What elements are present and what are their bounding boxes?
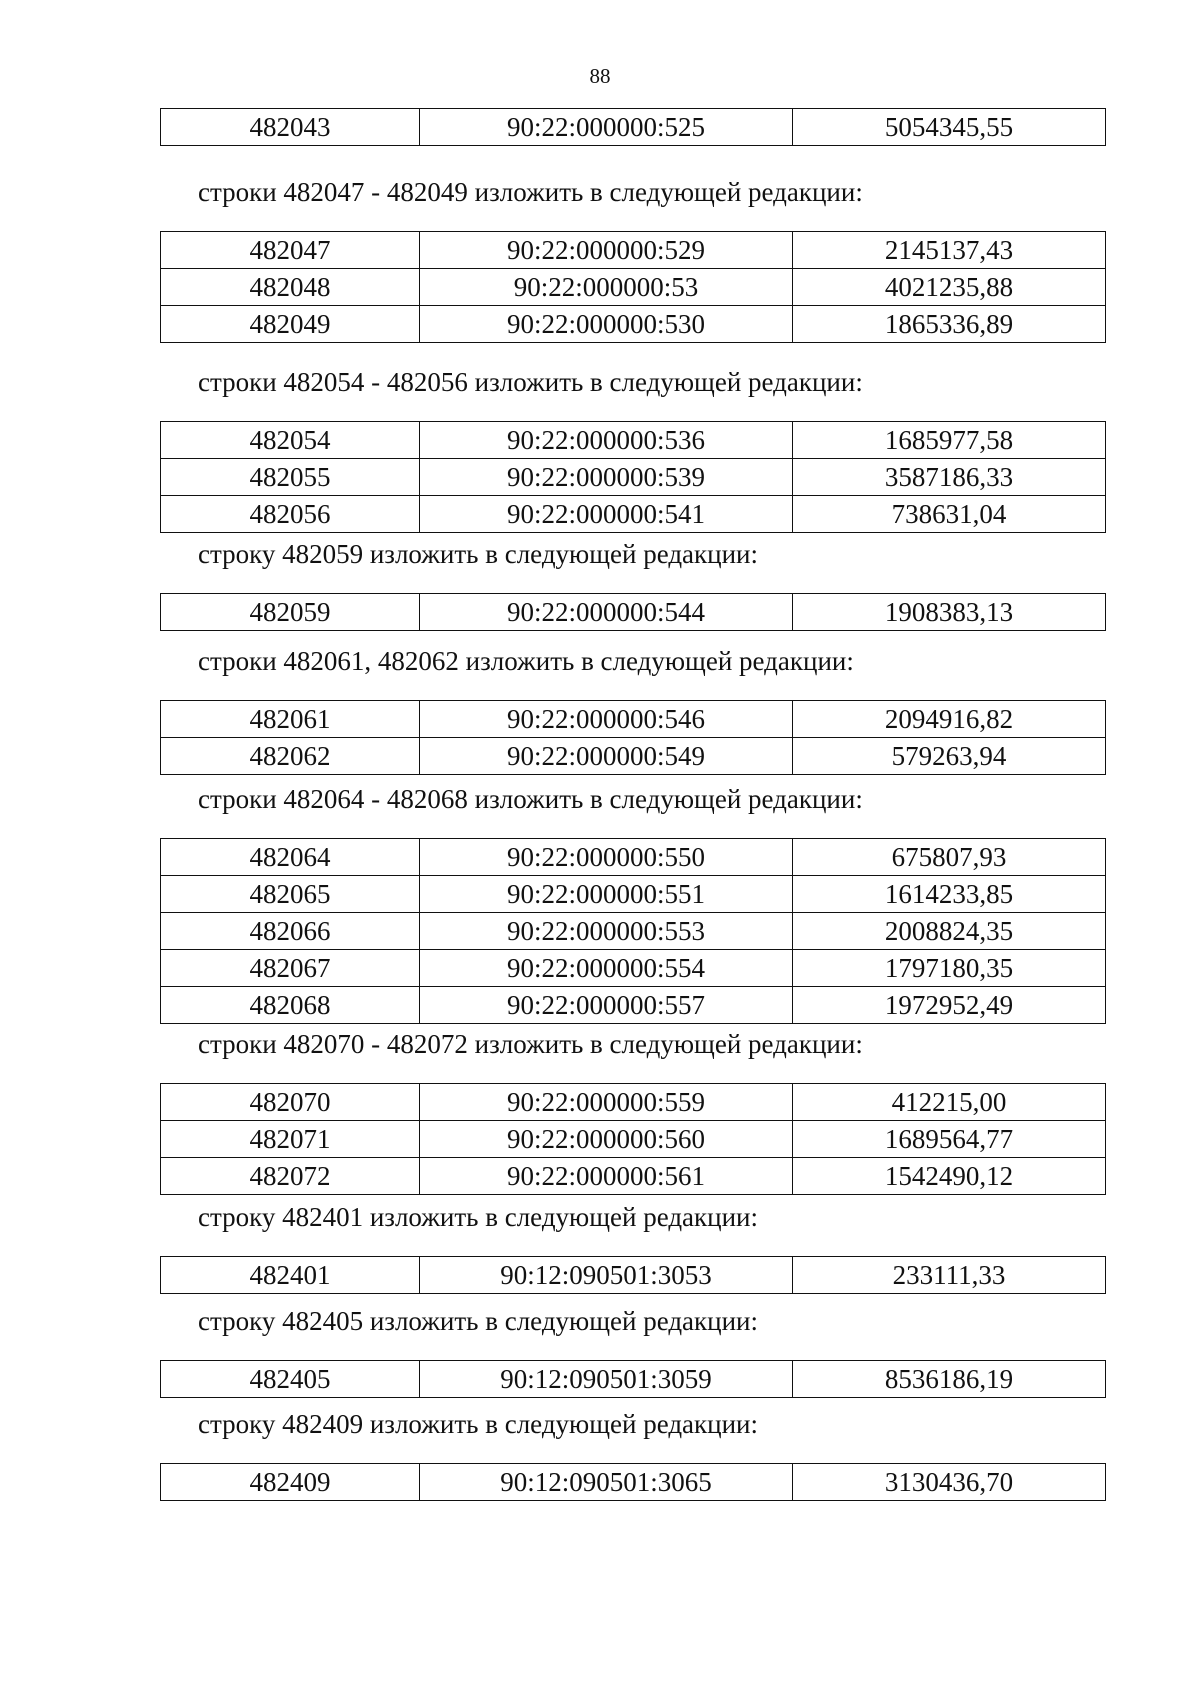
cadastral-number-cell: 90:22:000000:525 bbox=[420, 109, 793, 146]
value-cell: 4021235,88 bbox=[793, 269, 1106, 306]
amendment-instruction: строку 482405 изложить в следующей редакции: bbox=[198, 1306, 759, 1336]
row-number-cell: 482066 bbox=[161, 913, 420, 950]
value-cell: 1865336,89 bbox=[793, 306, 1106, 343]
row-number-cell: 482043 bbox=[161, 109, 420, 146]
cadastral-number-cell: 90:22:000000:539 bbox=[420, 459, 793, 496]
value-cell: 1542490,12 bbox=[793, 1158, 1106, 1195]
cadastral-number-cell: 90:22:000000:561 bbox=[420, 1158, 793, 1195]
amendment-instruction: строки 482054 - 482056 изложить в следующей редакции: bbox=[198, 367, 863, 397]
amendment-instruction: строки 482061, 482062 изложить в следующей редакции: bbox=[198, 646, 854, 676]
amendment-instruction: строку 482409 изложить в следующей редакции: bbox=[198, 1409, 759, 1439]
table-row bbox=[161, 1158, 1106, 1195]
table-row bbox=[161, 701, 1106, 738]
row-number-cell: 482059 bbox=[161, 594, 420, 631]
table-row bbox=[161, 839, 1106, 876]
cadastral-number-cell: 90:22:000000:541 bbox=[420, 496, 793, 533]
table-row bbox=[161, 1464, 1106, 1501]
amendment-table bbox=[160, 108, 1106, 146]
table-row bbox=[161, 459, 1106, 496]
amendment-block bbox=[160, 537, 1105, 631]
row-number-cell: 482068 bbox=[161, 987, 420, 1024]
table-row bbox=[161, 876, 1106, 913]
row-number-cell: 482064 bbox=[161, 839, 420, 876]
cadastral-number-cell: 90:22:000000:560 bbox=[420, 1121, 793, 1158]
amendment-instruction: строку 482059 изложить в следующей редакции: bbox=[198, 539, 759, 569]
cadastral-number-cell: 90:12:090501:3059 bbox=[420, 1361, 793, 1398]
value-cell: 1972952,49 bbox=[793, 987, 1106, 1024]
cadastral-number-cell: 90:22:000000:530 bbox=[420, 306, 793, 343]
row-number-cell: 482055 bbox=[161, 459, 420, 496]
cadastral-number-cell: 90:22:000000:557 bbox=[420, 987, 793, 1024]
value-cell: 2094916,82 bbox=[793, 701, 1106, 738]
amendment-table bbox=[160, 593, 1106, 631]
amendment-table bbox=[160, 700, 1106, 775]
table-row bbox=[161, 1084, 1106, 1121]
value-cell: 1797180,35 bbox=[793, 950, 1106, 987]
row-number-cell: 482048 bbox=[161, 269, 420, 306]
amendment-block bbox=[160, 644, 1105, 775]
table-row bbox=[161, 950, 1106, 987]
cadastral-number-cell: 90:22:000000:549 bbox=[420, 738, 793, 775]
amendment-table bbox=[160, 1463, 1106, 1501]
value-cell: 1685977,58 bbox=[793, 422, 1106, 459]
table-row bbox=[161, 422, 1106, 459]
amendment-block bbox=[160, 1304, 1105, 1398]
amendment-block bbox=[160, 1027, 1105, 1195]
table-row bbox=[161, 1361, 1106, 1398]
amendment-block bbox=[160, 782, 1105, 1024]
table-row bbox=[161, 269, 1106, 306]
amendment-table bbox=[160, 1256, 1106, 1294]
value-cell: 2008824,35 bbox=[793, 913, 1106, 950]
value-cell: 1689564,77 bbox=[793, 1121, 1106, 1158]
table-row bbox=[161, 1121, 1106, 1158]
amendment-instruction: строки 482070 - 482072 изложить в следующей редакции: bbox=[198, 1029, 863, 1059]
table-row bbox=[161, 987, 1106, 1024]
cadastral-number-cell: 90:22:000000:544 bbox=[420, 594, 793, 631]
value-cell: 1614233,85 bbox=[793, 876, 1106, 913]
value-cell: 5054345,55 bbox=[793, 109, 1106, 146]
amendment-instruction: строки 482064 - 482068 изложить в следующей редакции: bbox=[198, 784, 863, 814]
row-number-cell: 482061 bbox=[161, 701, 420, 738]
table-row bbox=[161, 232, 1106, 269]
table-row bbox=[161, 913, 1106, 950]
row-number-cell: 482056 bbox=[161, 496, 420, 533]
amendment-table bbox=[160, 1083, 1106, 1195]
amendment-table bbox=[160, 838, 1106, 1024]
row-number-cell: 482409 bbox=[161, 1464, 420, 1501]
amendment-block bbox=[160, 1407, 1105, 1501]
cadastral-number-cell: 90:22:000000:559 bbox=[420, 1084, 793, 1121]
cadastral-number-cell: 90:22:000000:53 bbox=[420, 269, 793, 306]
cadastral-number-cell: 90:12:090501:3065 bbox=[420, 1464, 793, 1501]
value-cell: 3130436,70 bbox=[793, 1464, 1106, 1501]
cadastral-number-cell: 90:22:000000:550 bbox=[420, 839, 793, 876]
row-number-cell: 482062 bbox=[161, 738, 420, 775]
row-number-cell: 482072 bbox=[161, 1158, 420, 1195]
table-row bbox=[161, 594, 1106, 631]
value-cell: 2145137,43 bbox=[793, 232, 1106, 269]
amendment-block bbox=[160, 365, 1105, 533]
value-cell: 675807,93 bbox=[793, 839, 1106, 876]
table-row bbox=[161, 1257, 1106, 1294]
value-cell: 738631,04 bbox=[793, 496, 1106, 533]
table-row bbox=[161, 109, 1106, 146]
value-cell: 1908383,13 bbox=[793, 594, 1106, 631]
amendment-table bbox=[160, 1360, 1106, 1398]
value-cell: 3587186,33 bbox=[793, 459, 1106, 496]
table-row bbox=[161, 496, 1106, 533]
amendment-table bbox=[160, 421, 1106, 533]
cadastral-number-cell: 90:22:000000:551 bbox=[420, 876, 793, 913]
row-number-cell: 482065 bbox=[161, 876, 420, 913]
value-cell: 233111,33 bbox=[793, 1257, 1106, 1294]
amendment-block bbox=[160, 1200, 1105, 1294]
cadastral-number-cell: 90:22:000000:536 bbox=[420, 422, 793, 459]
row-number-cell: 482070 bbox=[161, 1084, 420, 1121]
row-number-cell: 482401 bbox=[161, 1257, 420, 1294]
page-number: 88 bbox=[589, 64, 611, 88]
row-number-cell: 482054 bbox=[161, 422, 420, 459]
cadastral-number-cell: 90:22:000000:554 bbox=[420, 950, 793, 987]
table-row bbox=[161, 738, 1106, 775]
amendment-instruction: строки 482047 - 482049 изложить в следующей редакции: bbox=[198, 177, 863, 207]
cadastral-number-cell: 90:12:090501:3053 bbox=[420, 1257, 793, 1294]
cadastral-number-cell: 90:22:000000:546 bbox=[420, 701, 793, 738]
table-row bbox=[161, 306, 1106, 343]
value-cell: 412215,00 bbox=[793, 1084, 1106, 1121]
row-number-cell: 482047 bbox=[161, 232, 420, 269]
amendment-table bbox=[160, 231, 1106, 343]
row-number-cell: 482071 bbox=[161, 1121, 420, 1158]
value-cell: 579263,94 bbox=[793, 738, 1106, 775]
value-cell: 8536186,19 bbox=[793, 1361, 1106, 1398]
cadastral-number-cell: 90:22:000000:553 bbox=[420, 913, 793, 950]
row-number-cell: 482405 bbox=[161, 1361, 420, 1398]
amendment-block bbox=[160, 175, 1105, 343]
cadastral-number-cell: 90:22:000000:529 bbox=[420, 232, 793, 269]
amendment-block bbox=[160, 108, 1105, 146]
amendment-instruction: строку 482401 изложить в следующей редакции: bbox=[198, 1202, 759, 1232]
row-number-cell: 482049 bbox=[161, 306, 420, 343]
row-number-cell: 482067 bbox=[161, 950, 420, 987]
